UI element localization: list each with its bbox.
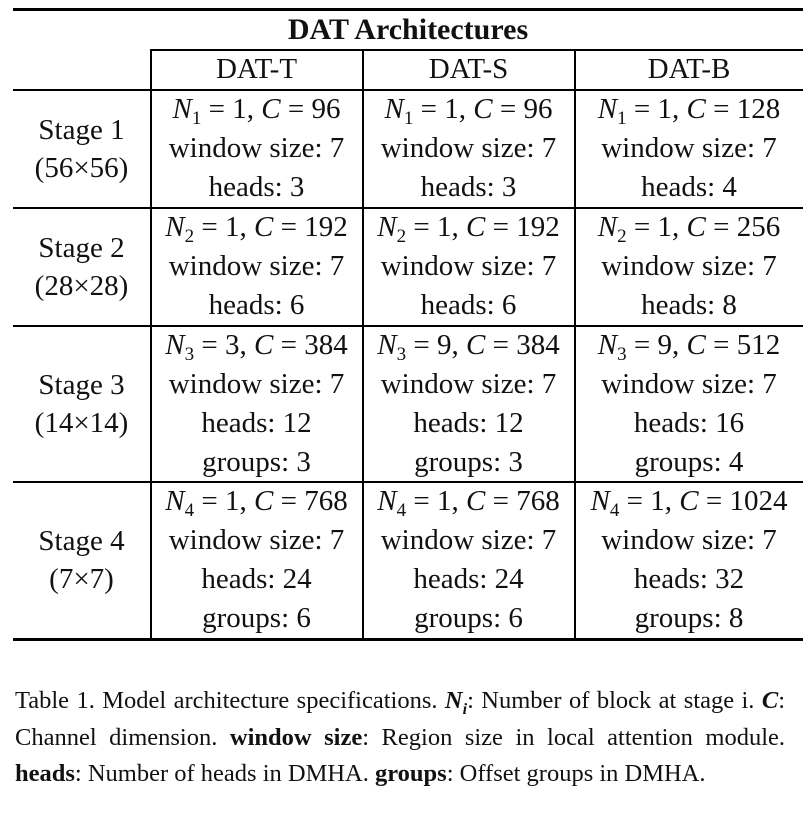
groups: groups: 4 bbox=[634, 446, 744, 478]
heads: heads: 3 bbox=[420, 171, 517, 203]
heads: heads: 24 bbox=[201, 563, 312, 595]
window-size: window size: 7 bbox=[380, 368, 557, 400]
col-header-dat-t: DAT-T bbox=[215, 53, 298, 85]
window-size: window size: 7 bbox=[601, 368, 777, 400]
stage-label-3 bbox=[13, 326, 150, 481]
stage-resolution: (56×56) bbox=[34, 151, 129, 184]
heads: heads: 12 bbox=[201, 407, 312, 439]
cell-stage3-dat-t bbox=[151, 326, 362, 482]
caption-ni-var: $N_i$ bbox=[444, 687, 468, 718]
heads: heads: 3 bbox=[208, 171, 305, 203]
col-header-dat-b: DAT-B bbox=[647, 53, 731, 85]
stage-label-4 bbox=[13, 482, 150, 638]
groups: groups: 6 bbox=[202, 602, 311, 634]
stage-name: Stage 1 bbox=[38, 113, 125, 146]
formula: $N_3 = 9$, C = 384 bbox=[377, 329, 560, 365]
stage-name: Stage 2 bbox=[38, 231, 125, 264]
window-size: window size: 7 bbox=[601, 250, 777, 282]
window-size: window size: 7 bbox=[168, 250, 345, 282]
cell-stage1-dat-b bbox=[575, 90, 803, 207]
cell-stage1-dat-s bbox=[363, 90, 574, 207]
heads: heads: 32 bbox=[633, 563, 745, 595]
heads: heads: 8 bbox=[641, 289, 737, 321]
formula: $N_1 = 1$, C = 96 bbox=[384, 93, 553, 129]
caption-window-term: window size bbox=[229, 723, 363, 751]
cell-stage1-dat-t bbox=[151, 90, 362, 207]
cell-stage4-dat-b bbox=[575, 482, 803, 638]
formula: $N_2 = 1$, C = 192 bbox=[377, 211, 560, 247]
caption-heads-term: heads bbox=[15, 760, 75, 787]
formula: $N_2 = 1$, C = 256 bbox=[597, 211, 781, 247]
window-size: window size: 7 bbox=[380, 524, 557, 556]
groups: groups: 8 bbox=[634, 602, 744, 634]
heads: heads: 4 bbox=[641, 171, 737, 203]
table-caption bbox=[15, 683, 785, 793]
stage-label-1 bbox=[13, 90, 150, 207]
formula: $N_1 = 1$, C = 128 bbox=[597, 93, 781, 129]
formula: $N_4 = 1$, C = 1024 bbox=[590, 485, 788, 521]
caption-heads-desc: : Number of heads in DMHA. bbox=[74, 760, 369, 787]
cell-stage2-dat-t bbox=[151, 208, 362, 325]
stage-label-2 bbox=[13, 208, 150, 325]
heads: heads: 6 bbox=[420, 289, 517, 321]
table-title: DAT Architectures bbox=[287, 13, 529, 46]
window-size: window size: 7 bbox=[168, 524, 345, 556]
cell-stage3-dat-b bbox=[575, 326, 803, 482]
window-size: window size: 7 bbox=[601, 132, 777, 164]
window-size: window size: 7 bbox=[168, 368, 345, 400]
formula: $N_3 = 9$, C = 512 bbox=[597, 329, 781, 365]
cell-stage2-dat-b bbox=[575, 208, 803, 325]
cell-stage4-dat-s bbox=[363, 482, 574, 638]
window-size: window size: 7 bbox=[601, 524, 777, 556]
window-size: window size: 7 bbox=[380, 250, 557, 282]
formula: $N_4 = 1$, C = 768 bbox=[165, 485, 348, 521]
groups: groups: 3 bbox=[202, 446, 311, 478]
window-size: window size: 7 bbox=[168, 132, 345, 164]
window-size: window size: 7 bbox=[380, 132, 557, 164]
heads: heads: 12 bbox=[413, 407, 524, 439]
heads: heads: 6 bbox=[208, 289, 305, 321]
stage-name: Stage 4 bbox=[38, 525, 125, 557]
caption-ni-desc: : Number of block at stage i. bbox=[467, 687, 755, 714]
table-bottom-rule bbox=[13, 638, 803, 641]
caption-groups-desc: : Offset groups in DMHA. bbox=[446, 760, 706, 787]
formula: $N_3 = 3$, C = 384 bbox=[165, 329, 348, 365]
groups: groups: 6 bbox=[414, 602, 523, 634]
caption-window-desc: : Region size in local attention module. bbox=[362, 723, 786, 751]
caption-c-desc: : Channel dimension. bbox=[15, 687, 786, 751]
stage-name: Stage 3 bbox=[38, 368, 125, 401]
col-header-dat-s: DAT-S bbox=[428, 53, 509, 85]
formula: $N_4 = 1$, C = 768 bbox=[377, 485, 560, 521]
cell-stage4-dat-t bbox=[151, 482, 362, 638]
stage-resolution: (14×14) bbox=[34, 406, 129, 439]
stage-resolution: (28×28) bbox=[34, 269, 129, 302]
caption-groups-term: groups bbox=[375, 760, 447, 787]
groups: groups: 3 bbox=[414, 446, 523, 478]
formula: $N_2 = 1$, C = 192 bbox=[165, 211, 348, 247]
caption-c-var: C bbox=[761, 687, 779, 714]
heads: heads: 16 bbox=[633, 407, 745, 439]
heads: heads: 24 bbox=[413, 563, 524, 595]
cell-stage2-dat-s bbox=[363, 208, 574, 325]
caption-label: Table 1. Model architecture specifications. bbox=[15, 687, 438, 714]
formula: $N_1 = 1$, C = 96 bbox=[172, 93, 341, 129]
stage-resolution: (7×7) bbox=[49, 563, 114, 595]
cell-stage3-dat-s bbox=[363, 326, 574, 482]
